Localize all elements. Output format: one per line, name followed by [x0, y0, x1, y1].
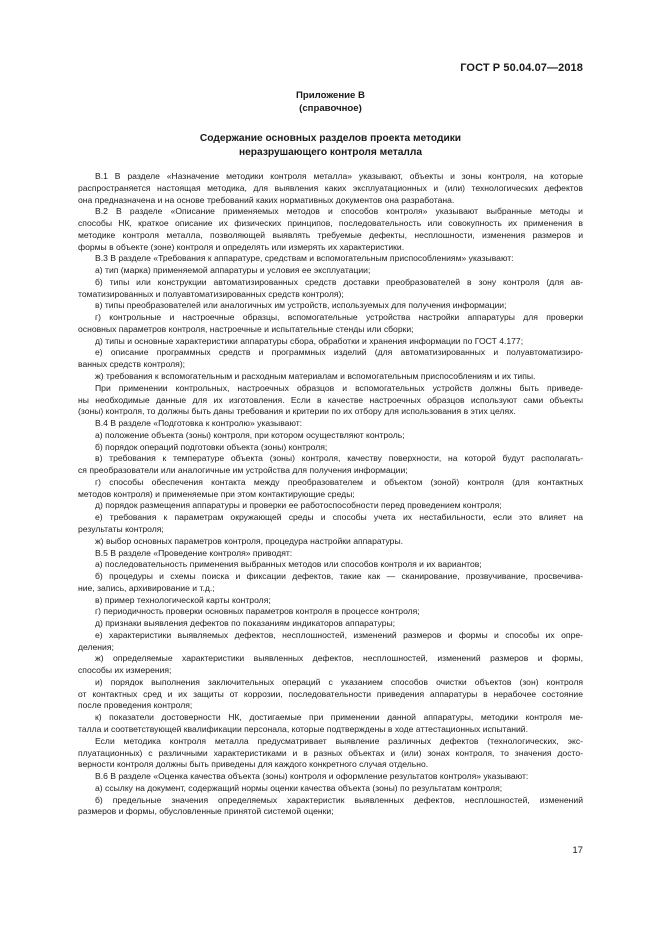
text-line: ванных средств контроля);	[78, 359, 186, 370]
text-line: д) признаки выявления дефектов по показаниям индикаторов аппаратуры;	[95, 618, 396, 629]
text-line: в) требования к температуре объекта (зоны) контроля, качеству поверхности, на которой будут располагать-	[95, 453, 583, 464]
text-line: е) описание программных средств и программных изделий (для автоматизированных и полуавтоматизиро-	[95, 347, 583, 358]
annex-kind: (справочное)	[299, 102, 362, 114]
text-line: В.2 В разделе «Описание применяемых методов и способов контроля» указывают выбранные методы и	[95, 206, 583, 217]
text-line: б) предельные значения определяемых характеристик выявленных дефектов, несплошностей, изменений	[95, 794, 583, 805]
text-line: а) положение объекта (зоны) контроля, при котором осуществляют контроль;	[95, 429, 405, 440]
document-body	[78, 171, 583, 818]
text-line: деления;	[78, 641, 114, 652]
section-title-line-2: неразрушающего контроля металла	[238, 146, 423, 158]
text-line: а) ссылку на документ, содержащий нормы оценки качества объекта (зоны) по результатам контроля;	[95, 782, 503, 793]
text-line: способы их измерения;	[78, 665, 172, 676]
text-line: основных параметров контроля, настроечные и испытательные стенды или сборки;	[78, 323, 414, 334]
text-line: а) тип (марка) применяемой аппаратуры и условия ее эксплуатации;	[95, 265, 371, 276]
text-line: г) способы обеспечения контакта между преобразователем и объектом (зоной) контроля (для контактных	[95, 476, 583, 487]
text-line: после проведения контроля;	[78, 700, 193, 711]
text-line: а) последовательность применения выбранных методов или способов контроля и их вариантов;	[95, 559, 482, 570]
text-line: распространяется настоящая методика, для выявления каких эксплуатационных и (или) технологических дефектов	[78, 182, 583, 193]
text-line: Если методика контроля металла предусматривает выявление различных дефектов (технологических, экс-	[95, 735, 583, 746]
text-line: В.3 В разделе «Требования к аппаратуре, средствам и вспомогательным приспособлениям» указывают:	[95, 253, 514, 264]
text-line: В.1 В разделе «Назначение методики контроля металла» указывают, объекты и зоны контроля, на которые	[95, 171, 583, 181]
text-line: г) контрольные и настроечные образцы, вспомогательные устройства настройки аппаратуры для проверки	[95, 312, 583, 323]
text-line: В.5 В разделе «Проведение контроля» приводят:	[95, 547, 293, 558]
text-line: б) процедуры и схемы поиска и фиксации дефектов, такие как — сканирование, прозвучивание, просвечива-	[95, 571, 583, 582]
text-line: от контактных сред и их защиты от коррозии, последовательности приведения аппаратуры в нерабочее состояние	[78, 688, 583, 699]
text-line: При применении контрольных, настроечных образцов и вспомогательных устройств должны быть приведе-	[95, 382, 583, 393]
text-line: д) порядок размещения аппаратуры и проверки ее работоспособности перед проведением контроля;	[95, 500, 502, 511]
section-title-line-1: Содержание основных разделов проекта методики	[199, 133, 462, 144]
text-line: в) пример технологической карты контроля;	[95, 594, 271, 605]
text-line: талла и соответствующей квалификации персонала, которые подтверждены в ходе аттестационных испытаний.	[78, 723, 528, 734]
text-line: В.4 В разделе «Подготовка к контролю» указывают:	[95, 418, 303, 429]
text-line: б) типы или конструкции автоматизированных средств доставки преобразователей в зону контроля (для ав-	[95, 276, 583, 287]
text-line: результаты контроля;	[78, 523, 164, 534]
text-line: ся преобразователи или аналогичные им устройства для получения информации;	[78, 465, 408, 476]
annex-label: Приложение В	[296, 90, 365, 101]
text-line: методов контроля) и применяемые при этом контактирующие среды;	[78, 488, 355, 499]
page-number: 17	[572, 845, 583, 856]
text-line: ж) определяемые характеристики выявленных дефектов, несплошностей, изменений размеров и формы,	[95, 653, 583, 664]
text-line: ж) выбор основных параметров контроля, процедура настройки аппаратуры.	[95, 535, 404, 546]
text-line: она предназначена и на основе требований каких нормативных документов она разработана.	[78, 194, 455, 205]
text-line: г) периодичность проверки основных параметров контроля в процессе контроля;	[95, 606, 420, 617]
text-line: е) требования к параметрам окружающей среды и способы учета их нестабильности, если это влияет на	[95, 512, 583, 523]
text-line: размеров и формы, обусловленные принятой системой оценки;	[78, 806, 334, 817]
text-line: к) показатели достоверности НК, достигаемые при применении данной аппаратуры, методики контроля ме-	[95, 712, 583, 723]
section-title	[0, 132, 661, 159]
text-line: в) типы преобразователей или аналогичных им устройств, используемых для получения информации;	[95, 300, 507, 311]
text-line: ние, запись, архивирование и т.д.;	[78, 582, 215, 593]
text-line: методике контроля металла, позволяющей выявлять требуемые дефекты, несплошности, изменения размеров и	[78, 229, 583, 240]
text-line: и) порядок выполнения заключительных операций с указанием способов очистки объектов (зон) контроля	[95, 676, 583, 687]
text-line: б) порядок операций подготовки объекта (зоны) контроля;	[95, 441, 328, 452]
text-line: верности контроля должны быть приведены для каждого конкретного случая отдельно.	[78, 759, 429, 770]
document-id: ГОСТ Р 50.04.07—2018	[460, 62, 583, 74]
text-line: е) характеристики выявляемых дефектов, несплошностей, изменений размеров и формы и способы их опре-	[95, 629, 583, 640]
text-line: В.6 В разделе «Оценка качества объекта (зоны) контроля и оформление результатов контроля» указывают:	[95, 771, 529, 782]
text-line: формы в объекте (зоне) контроля и определять или измерять их характеристики.	[78, 241, 405, 252]
text-line: способы НК, краткое описание их физических принципов, последовательность или совокупность их применения в	[78, 218, 583, 229]
text-line: томатизированных и полуавтоматизированных средств контроля);	[78, 288, 344, 299]
text-line: ж) требования к вспомогательным и расходным материалам и вспомогательным приспособлениям и их типы.	[95, 371, 536, 382]
text-line: (зоны) контроля, то должны быть даны требования и критерии по их отбору для использования в этих целях.	[78, 406, 516, 417]
text-line: ны необходимые данные для их изготовления. Если в качестве настроечных образцов используют сами объекты	[78, 394, 583, 405]
text-line: д) типы и основные характеристики аппаратуры сбора, обработки и хранения информации по ГОСТ 4.177;	[95, 335, 524, 346]
text-line: плуатационных) с различными характеристиками и в разных объектах и (или) зонах контроля, то значения досто-	[78, 747, 583, 758]
annex-heading	[0, 90, 661, 115]
